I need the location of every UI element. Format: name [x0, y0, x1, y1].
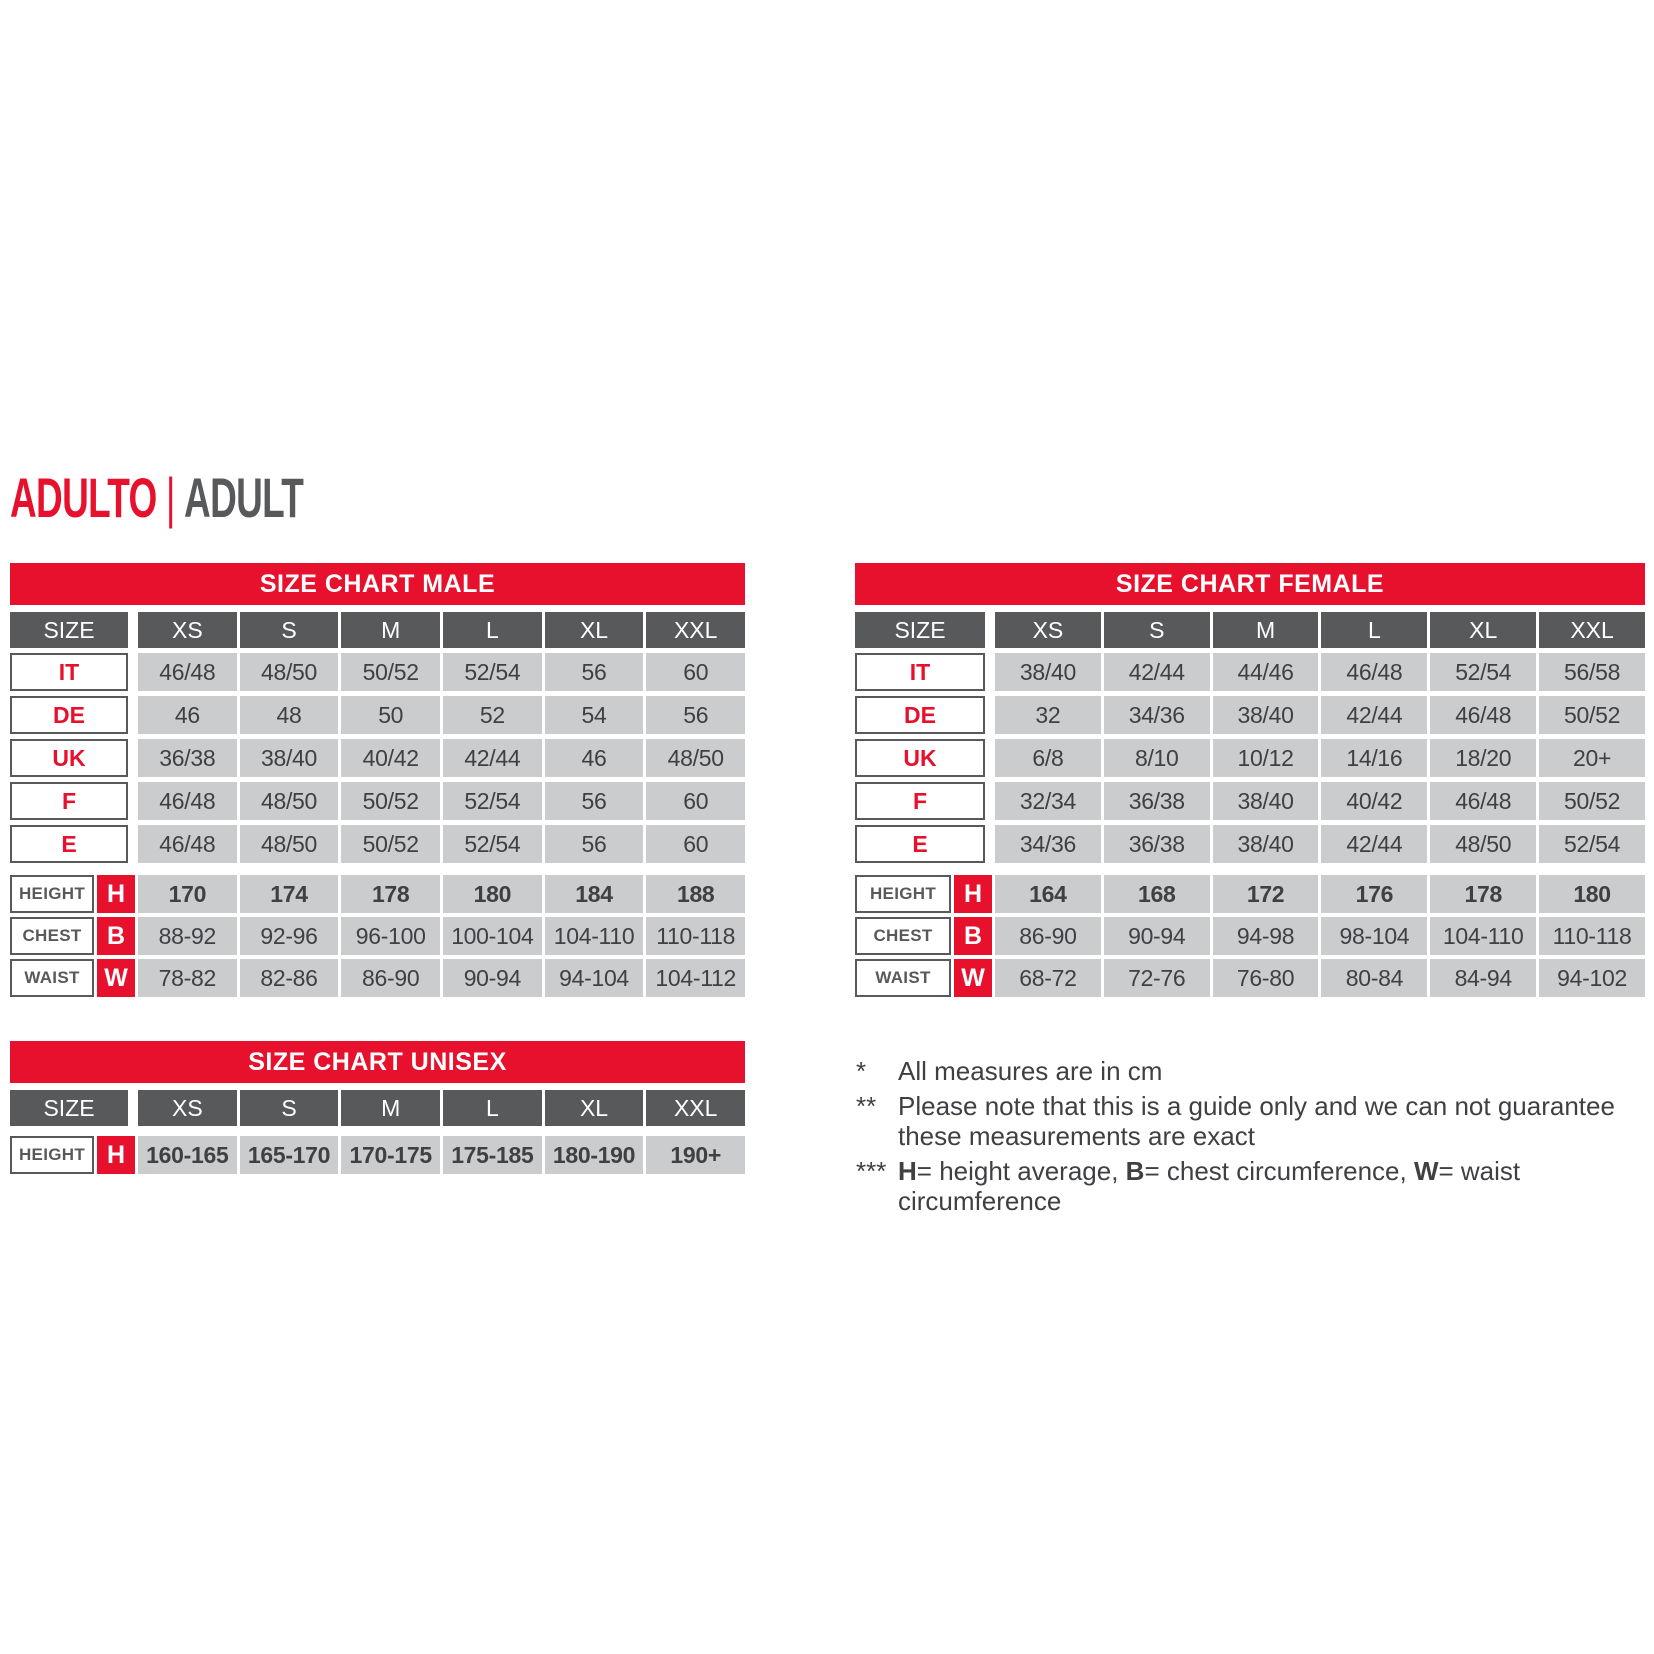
legend-h: H [898, 1156, 917, 1186]
male-table-title: SIZE CHART MALE [10, 563, 745, 605]
size-value: 52/54 [1539, 825, 1645, 863]
size-value: 42/44 [1321, 696, 1427, 734]
size-value: 44/46 [1213, 653, 1319, 691]
size-value: 50/52 [1539, 696, 1645, 734]
size-value: 38/40 [240, 739, 339, 777]
row-label: F [855, 782, 985, 820]
female-row-it [855, 653, 1645, 691]
page-title-secondary: ADULT [184, 466, 304, 529]
footnote-guide [856, 1091, 1654, 1151]
size-value: 50/52 [341, 782, 440, 820]
size-value: 48/50 [240, 653, 339, 691]
row-label: UK [855, 739, 985, 777]
male-col-xxl: XXL [646, 612, 745, 648]
chest-letter-badge: B [97, 917, 135, 955]
waist-letter-badge: W [97, 959, 135, 997]
female-col-xxl: XXL [1539, 612, 1645, 648]
size-value: 10/12 [1213, 739, 1319, 777]
legend-text: = height average, [916, 1156, 1126, 1186]
footnote-text [898, 1091, 1654, 1151]
measure-value: 72-76 [1104, 959, 1210, 997]
footnote-marker: * [856, 1056, 867, 1086]
female-row-waist [855, 959, 1645, 997]
height-letter-badge: H [97, 1136, 135, 1174]
row-label: IT [855, 653, 985, 691]
size-value: 46/48 [138, 825, 237, 863]
size-value: 52/54 [443, 825, 542, 863]
page-title-separator: | [165, 466, 175, 529]
size-value: 60 [646, 653, 745, 691]
size-value: 46/48 [1430, 696, 1536, 734]
male-row-height [10, 875, 745, 913]
size-chart-male-table [10, 563, 745, 1001]
size-value: 36/38 [1104, 825, 1210, 863]
unisex-table-title: SIZE CHART UNISEX [10, 1041, 745, 1083]
measure-value: 90-94 [443, 959, 542, 997]
size-value: 38/40 [1213, 825, 1319, 863]
size-value: 46/48 [1321, 653, 1427, 691]
size-value: 38/40 [995, 653, 1101, 691]
male-row-de [10, 696, 745, 734]
footnotes [856, 1056, 1654, 1221]
measure-value: 90-94 [1104, 917, 1210, 955]
footnote-measures [856, 1056, 1654, 1086]
size-value: 50/52 [341, 653, 440, 691]
male-row-chest [10, 917, 745, 955]
measure-value: 84-94 [1430, 959, 1536, 997]
size-value: 56 [545, 825, 644, 863]
measure-value: 165-170 [240, 1136, 339, 1174]
female-header-row [855, 612, 1645, 648]
size-value: 6/8 [995, 739, 1101, 777]
measure-value: 190+ [646, 1136, 745, 1174]
legend-text: = chest circumference, [1144, 1156, 1414, 1186]
measure-value: 170 [138, 875, 237, 913]
female-measure-block [855, 875, 1645, 997]
unisex-col-xxl: XXL [646, 1090, 745, 1126]
unisex-col-xl: XL [545, 1090, 644, 1126]
measure-value: 76-80 [1213, 959, 1319, 997]
unisex-col-m: M [341, 1090, 440, 1126]
female-col-s: S [1104, 612, 1210, 648]
measure-value: 68-72 [995, 959, 1101, 997]
legend-b: B [1125, 1156, 1145, 1186]
male-col-xl: XL [545, 612, 644, 648]
female-col-xs: XS [995, 612, 1101, 648]
female-header-size: SIZE [855, 612, 985, 648]
female-row-chest [855, 917, 1645, 955]
measure-value: 86-90 [341, 959, 440, 997]
row-label: CHEST [10, 917, 94, 955]
measure-value: 180-190 [545, 1136, 644, 1174]
male-col-xs: XS [138, 612, 237, 648]
size-value: 36/38 [138, 739, 237, 777]
male-col-m: M [341, 612, 440, 648]
measure-value: 94-98 [1213, 917, 1319, 955]
unisex-col-xs: XS [138, 1090, 237, 1126]
unisex-col-s: S [240, 1090, 339, 1126]
female-row-uk [855, 739, 1645, 777]
male-row-f [10, 782, 745, 820]
size-value: 52/54 [443, 653, 542, 691]
row-label: IT [10, 653, 128, 691]
size-value: 20+ [1539, 739, 1645, 777]
size-value: 42/44 [1104, 653, 1210, 691]
size-value: 14/16 [1321, 739, 1427, 777]
size-chart-female-table [855, 563, 1645, 1001]
footnote-text [898, 1156, 1654, 1216]
size-value: 34/36 [1104, 696, 1210, 734]
size-value: 54 [545, 696, 644, 734]
male-col-s: S [240, 612, 339, 648]
measure-value: 178 [1430, 875, 1536, 913]
measure-value: 104-110 [1430, 917, 1536, 955]
measure-value: 164 [995, 875, 1101, 913]
size-value: 38/40 [1213, 782, 1319, 820]
female-col-l: L [1321, 612, 1427, 648]
measure-value: 88-92 [138, 917, 237, 955]
female-table-title: SIZE CHART FEMALE [855, 563, 1645, 605]
size-value: 46/48 [1430, 782, 1536, 820]
page-title-primary: ADULTO [10, 466, 157, 529]
measure-value: 94-104 [545, 959, 644, 997]
unisex-header-size: SIZE [10, 1090, 128, 1126]
measure-value: 172 [1213, 875, 1319, 913]
size-value: 40/42 [341, 739, 440, 777]
size-value: 46 [545, 739, 644, 777]
height-letter-badge: H [97, 875, 135, 913]
row-label: E [10, 825, 128, 863]
male-row-e [10, 825, 745, 863]
size-value: 60 [646, 782, 745, 820]
footnote-text: All measures are in cm [898, 1056, 1163, 1086]
size-value: 56 [545, 653, 644, 691]
measure-value: 100-104 [443, 917, 542, 955]
measure-value: 96-100 [341, 917, 440, 955]
size-value: 34/36 [995, 825, 1101, 863]
row-label: CHEST [855, 917, 951, 955]
unisex-row-height [10, 1136, 745, 1174]
female-col-xl: XL [1430, 612, 1536, 648]
measure-value: 180 [443, 875, 542, 913]
size-value: 50 [341, 696, 440, 734]
size-value: 46 [138, 696, 237, 734]
measure-value: 82-86 [240, 959, 339, 997]
measure-value: 184 [545, 875, 644, 913]
row-label: WAIST [10, 959, 94, 997]
female-row-f [855, 782, 1645, 820]
size-value: 56/58 [1539, 653, 1645, 691]
legend-w: W [1413, 1156, 1439, 1186]
size-value: 52/54 [443, 782, 542, 820]
size-value: 52/54 [1430, 653, 1536, 691]
male-row-waist [10, 959, 745, 997]
measure-value: 104-110 [545, 917, 644, 955]
size-value: 48/50 [1430, 825, 1536, 863]
row-label: E [855, 825, 985, 863]
measure-value: 86-90 [995, 917, 1101, 955]
size-value: 32 [995, 696, 1101, 734]
measure-value: 176 [1321, 875, 1427, 913]
unisex-col-l: L [443, 1090, 542, 1126]
measure-value: 80-84 [1321, 959, 1427, 997]
size-value: 48/50 [646, 739, 745, 777]
size-value: 60 [646, 825, 745, 863]
row-label: WAIST [855, 959, 951, 997]
unisex-measure-block [10, 1136, 745, 1174]
size-value: 50/52 [1539, 782, 1645, 820]
measure-value: 110-118 [1539, 917, 1645, 955]
female-col-m: M [1213, 612, 1319, 648]
male-row-it [10, 653, 745, 691]
row-label: HEIGHT [10, 1136, 94, 1174]
footnote-line: these measurements are exact [898, 1121, 1255, 1151]
measure-value: 98-104 [1321, 917, 1427, 955]
female-row-e [855, 825, 1645, 863]
male-row-uk [10, 739, 745, 777]
male-header-row [10, 612, 745, 648]
chest-letter-badge: B [954, 917, 992, 955]
legend-text: = waist circumference [898, 1156, 1521, 1216]
measure-value: 170-175 [341, 1136, 440, 1174]
row-label: UK [10, 739, 128, 777]
row-label: DE [855, 696, 985, 734]
size-value: 56 [646, 696, 745, 734]
size-value: 56 [545, 782, 644, 820]
measure-value: 78-82 [138, 959, 237, 997]
female-row-height [855, 875, 1645, 913]
measure-value: 175-185 [443, 1136, 542, 1174]
row-label: HEIGHT [10, 875, 94, 913]
size-value: 46/48 [138, 653, 237, 691]
footnote-line: Please note that this is a guide only and we can not guarantee [898, 1091, 1615, 1121]
size-value: 48/50 [240, 782, 339, 820]
footnote-legend [856, 1156, 1654, 1216]
size-value: 40/42 [1321, 782, 1427, 820]
row-label: DE [10, 696, 128, 734]
male-measure-block [10, 875, 745, 997]
measure-value: 160-165 [138, 1136, 237, 1174]
measure-value: 110-118 [646, 917, 745, 955]
measure-value: 178 [341, 875, 440, 913]
size-value: 46/48 [138, 782, 237, 820]
size-value: 50/52 [341, 825, 440, 863]
female-row-de [855, 696, 1645, 734]
size-chart-unisex-table [10, 1041, 745, 1178]
size-value: 32/34 [995, 782, 1101, 820]
row-label: F [10, 782, 128, 820]
size-value: 42/44 [1321, 825, 1427, 863]
page-title [10, 468, 303, 528]
measure-value: 168 [1104, 875, 1210, 913]
size-value: 42/44 [443, 739, 542, 777]
measure-value: 180 [1539, 875, 1645, 913]
measure-value: 94-102 [1539, 959, 1645, 997]
measure-value: 174 [240, 875, 339, 913]
size-value: 52 [443, 696, 542, 734]
unisex-header-row [10, 1090, 745, 1126]
size-value: 36/38 [1104, 782, 1210, 820]
footnote-marker: *** [856, 1156, 887, 1186]
size-value: 48/50 [240, 825, 339, 863]
measure-value: 188 [646, 875, 745, 913]
size-value: 38/40 [1213, 696, 1319, 734]
male-header-size: SIZE [10, 612, 128, 648]
footnote-marker: ** [856, 1091, 877, 1121]
measure-value: 92-96 [240, 917, 339, 955]
waist-letter-badge: W [954, 959, 992, 997]
measure-value: 104-112 [646, 959, 745, 997]
male-col-l: L [443, 612, 542, 648]
size-value: 8/10 [1104, 739, 1210, 777]
size-value: 18/20 [1430, 739, 1536, 777]
size-value: 48 [240, 696, 339, 734]
row-label: HEIGHT [855, 875, 951, 913]
height-letter-badge: H [954, 875, 992, 913]
